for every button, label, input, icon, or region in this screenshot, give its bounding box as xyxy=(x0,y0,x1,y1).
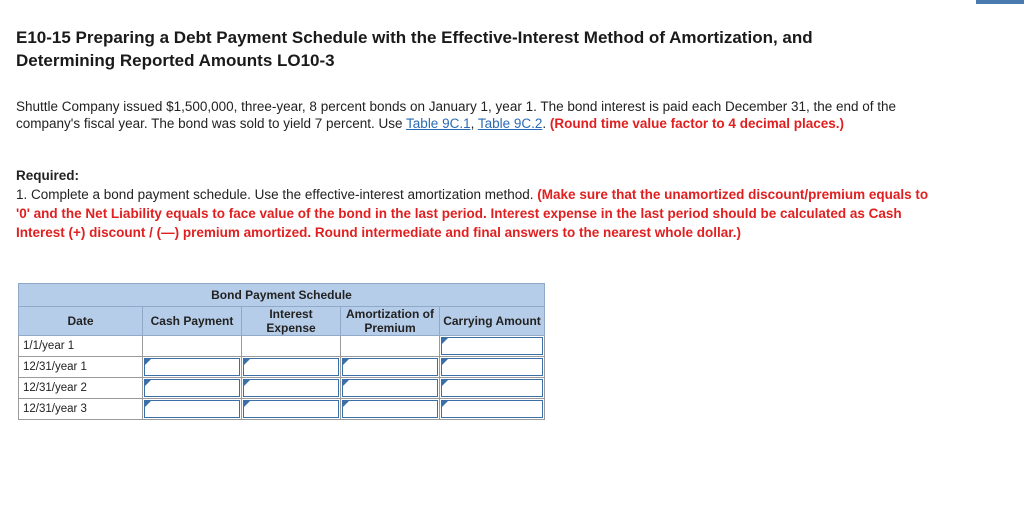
table-9c1-link[interactable]: Table 9C.1 xyxy=(406,116,471,131)
carrying-amount-input[interactable] xyxy=(440,357,545,378)
schedule-caption: Bond Payment Schedule xyxy=(19,284,545,307)
empty-cell xyxy=(341,336,440,357)
required-heading: Required: xyxy=(16,168,80,183)
interest-expense-input[interactable] xyxy=(242,378,341,399)
required-note: (Make sure that the unamortized discount/premium equals to '0' and the Net Liability equals to face value of the bond in the last period. Interest expense in the last period should be calculated as Cash Interest (+) discount / (—) premium amortized. Round intermediate and final answers to the nearest whole dollar.) xyxy=(16,187,929,240)
table-9c2-link[interactable]: Table 9C.2 xyxy=(477,116,543,131)
carrying-amount-input[interactable] xyxy=(440,336,545,357)
row-date: 1/1/year 1 xyxy=(19,336,143,357)
empty-cell xyxy=(242,336,341,357)
table-row xyxy=(19,399,545,420)
link-separator: , xyxy=(470,116,478,131)
carrying-amount-input[interactable] xyxy=(440,399,545,420)
row-date: 12/31/year 3 xyxy=(19,399,143,420)
table-row xyxy=(19,378,545,399)
col-header-amortization: Amortization of Premium xyxy=(341,307,440,336)
cash-payment-input[interactable] xyxy=(143,399,242,420)
empty-cell xyxy=(143,336,242,357)
bond-payment-schedule xyxy=(18,283,545,420)
table-row xyxy=(19,336,545,357)
amortization-input[interactable] xyxy=(341,399,440,420)
row-date: 12/31/year 2 xyxy=(19,378,143,399)
carrying-amount-input[interactable] xyxy=(440,378,545,399)
required-instructions xyxy=(16,185,936,242)
col-header-carrying-amount: Carrying Amount xyxy=(440,307,545,336)
cash-payment-input[interactable] xyxy=(143,378,242,399)
required-text: 1. Complete a bond payment schedule. Use the effective-interest amortization method. xyxy=(16,187,538,202)
rounding-note: (Round time value factor to 4 decimal places.) xyxy=(549,116,844,131)
intro-text: Shuttle Company issued $1,500,000, three-year, 8 percent bonds on January 1, year 1. The bond interest is paid each December 31, the end of the company's fiscal year. The bond was sold to yield 7 percent. Use xyxy=(16,99,897,131)
col-header-date: Date xyxy=(19,307,143,336)
table-row xyxy=(19,357,545,378)
amortization-input[interactable] xyxy=(341,378,440,399)
problem-intro xyxy=(16,98,936,132)
interest-expense-input[interactable] xyxy=(242,399,341,420)
intro-period: . xyxy=(542,116,550,131)
page-title: E10-15 Preparing a Debt Payment Schedule with the Effective-Interest Method of Amortization, and Determining Reported Amounts LO10-3 xyxy=(16,28,813,70)
row-date: 12/31/year 1 xyxy=(19,357,143,378)
top-accent-bar xyxy=(976,0,1024,4)
col-header-cash-payment: Cash Payment xyxy=(143,307,242,336)
col-header-interest-expense: Interest Expense xyxy=(242,307,341,336)
interest-expense-input[interactable] xyxy=(242,357,341,378)
cash-payment-input[interactable] xyxy=(143,357,242,378)
amortization-input[interactable] xyxy=(341,357,440,378)
